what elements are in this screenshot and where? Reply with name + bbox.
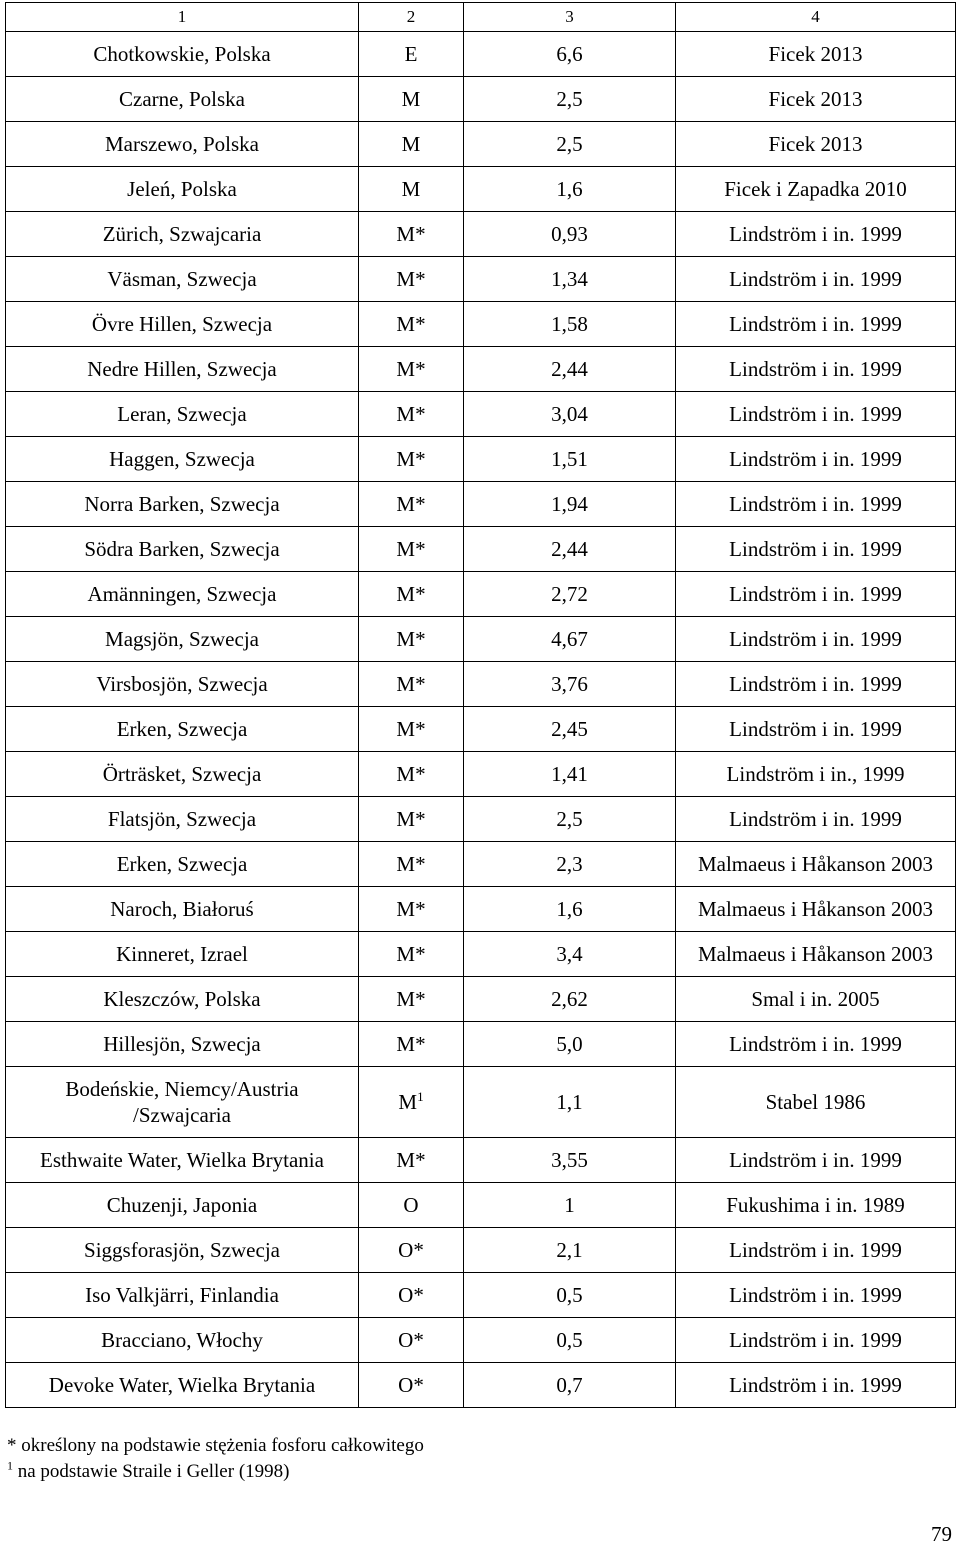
- source-cell: Lindström i in. 1999: [676, 257, 956, 302]
- table-row: [6, 167, 956, 212]
- lake-cell: Devoke Water, Wielka Brytania: [6, 1363, 359, 1408]
- lake-cell: Örträsket, Szwecja: [6, 752, 359, 797]
- column-header: 3: [464, 3, 676, 32]
- table-row: [6, 122, 956, 167]
- value-cell: 2,5: [464, 77, 676, 122]
- value-cell: 2,62: [464, 977, 676, 1022]
- table-body: [6, 3, 956, 1408]
- type-cell: M*: [359, 977, 464, 1022]
- value-cell: 2,3: [464, 842, 676, 887]
- type-cell: M*: [359, 482, 464, 527]
- type-cell: M*: [359, 752, 464, 797]
- source-cell: Lindström i in. 1999: [676, 1363, 956, 1408]
- value-cell: 1,58: [464, 302, 676, 347]
- table-row: [6, 527, 956, 572]
- lake-line: /Szwajcaria: [133, 1103, 231, 1127]
- lake-cell: Iso Valkjärri, Finlandia: [6, 1273, 359, 1318]
- value-cell: 3,4: [464, 932, 676, 977]
- source-cell: Fukushima i in. 1989: [676, 1183, 956, 1228]
- table-row: [6, 752, 956, 797]
- column-header: 1: [6, 3, 359, 32]
- value-cell: 0,5: [464, 1318, 676, 1363]
- source-cell: Lindström i in. 1999: [676, 302, 956, 347]
- value-cell: 1,51: [464, 437, 676, 482]
- lake-cell: Flatsjön, Szwecja: [6, 797, 359, 842]
- type-cell: O*: [359, 1363, 464, 1408]
- type-cell: [359, 1067, 464, 1138]
- value-cell: 1: [464, 1183, 676, 1228]
- type-cell: M*: [359, 1138, 464, 1183]
- value-cell: 2,44: [464, 347, 676, 392]
- lake-cell: Amänningen, Szwecja: [6, 572, 359, 617]
- source-cell: Ficek 2013: [676, 77, 956, 122]
- value-cell: 2,5: [464, 797, 676, 842]
- type-cell: M*: [359, 572, 464, 617]
- type-cell: M*: [359, 392, 464, 437]
- type-cell: M: [359, 167, 464, 212]
- lake-cell: Nedre Hillen, Szwecja: [6, 347, 359, 392]
- source-cell: Lindström i in. 1999: [676, 1273, 956, 1318]
- value-cell: 6,6: [464, 32, 676, 77]
- value-cell: 2,1: [464, 1228, 676, 1273]
- source-cell: Malmaeus i Håkanson 2003: [676, 887, 956, 932]
- lake-cell: Chuzenji, Japonia: [6, 1183, 359, 1228]
- table-row: [6, 392, 956, 437]
- table-row: [6, 1228, 956, 1273]
- table-row: [6, 437, 956, 482]
- value-cell: 3,55: [464, 1138, 676, 1183]
- footnote-numbered: [7, 1459, 424, 1485]
- source-cell: Lindström i in. 1999: [676, 662, 956, 707]
- source-cell: Lindström i in. 1999: [676, 797, 956, 842]
- type-cell: M*: [359, 932, 464, 977]
- type-text: M: [398, 1090, 418, 1114]
- table-row: [6, 977, 956, 1022]
- value-cell: 1,6: [464, 167, 676, 212]
- lake-cell: Erken, Szwecja: [6, 842, 359, 887]
- type-superscript: 1: [417, 1089, 424, 1104]
- value-cell: 5,0: [464, 1022, 676, 1067]
- source-cell: Lindström i in. 1999: [676, 347, 956, 392]
- type-cell: M*: [359, 842, 464, 887]
- lake-line: Bodeńskie, Niemcy/Austria: [65, 1077, 299, 1101]
- table-row: [6, 32, 956, 77]
- page-number: 79: [931, 1522, 952, 1546]
- table-row: [6, 1138, 956, 1183]
- lake-cell: Kinneret, Izrael: [6, 932, 359, 977]
- source-cell: Lindström i in. 1999: [676, 1022, 956, 1067]
- table-row: [6, 77, 956, 122]
- footnote-asterisk: * określony na podstawie stężenia fosforu całkowitego: [7, 1435, 424, 1456]
- type-cell: E: [359, 32, 464, 77]
- table-row: [6, 482, 956, 527]
- table-row: [6, 932, 956, 977]
- type-cell: O*: [359, 1318, 464, 1363]
- type-cell: M*: [359, 347, 464, 392]
- lake-cell: Väsman, Szwecja: [6, 257, 359, 302]
- table-row: [6, 1273, 956, 1318]
- type-cell: M*: [359, 887, 464, 932]
- value-cell: 3,76: [464, 662, 676, 707]
- source-cell: Lindström i in. 1999: [676, 1138, 956, 1183]
- lake-cell: Erken, Szwecja: [6, 707, 359, 752]
- table-row: [6, 797, 956, 842]
- source-cell: Ficek i Zapadka 2010: [676, 167, 956, 212]
- source-cell: Lindström i in. 1999: [676, 1318, 956, 1363]
- table-row: [6, 212, 956, 257]
- lake-cell: [6, 1067, 359, 1138]
- value-cell: 1,94: [464, 482, 676, 527]
- lake-cell: Jeleń, Polska: [6, 167, 359, 212]
- type-cell: M*: [359, 662, 464, 707]
- lake-cell: Leran, Szwecja: [6, 392, 359, 437]
- value-cell: 1,34: [464, 257, 676, 302]
- value-cell: 0,93: [464, 212, 676, 257]
- lake-cell: Siggsforasjön, Szwecja: [6, 1228, 359, 1273]
- lake-cell: Chotkowskie, Polska: [6, 32, 359, 77]
- table-row: [6, 1183, 956, 1228]
- type-cell: M*: [359, 617, 464, 662]
- value-cell: 1,41: [464, 752, 676, 797]
- lake-cell: Czarne, Polska: [6, 77, 359, 122]
- lake-cell: Naroch, Białoruś: [6, 887, 359, 932]
- table-row: [6, 707, 956, 752]
- lake-cell: Norra Barken, Szwecja: [6, 482, 359, 527]
- source-cell: Lindström i in., 1999: [676, 752, 956, 797]
- lake-cell: Marszewo, Polska: [6, 122, 359, 167]
- type-cell: O*: [359, 1228, 464, 1273]
- type-cell: M: [359, 122, 464, 167]
- lake-cell: Magsjön, Szwecja: [6, 617, 359, 662]
- lake-cell: Hillesjön, Szwecja: [6, 1022, 359, 1067]
- type-cell: M*: [359, 212, 464, 257]
- type-cell: O*: [359, 1273, 464, 1318]
- table-row: [6, 572, 956, 617]
- type-cell: M*: [359, 797, 464, 842]
- type-cell: M: [359, 77, 464, 122]
- table-row: [6, 302, 956, 347]
- type-cell: M*: [359, 302, 464, 347]
- type-cell: O: [359, 1183, 464, 1228]
- value-cell: 1,1: [464, 1067, 676, 1138]
- header-row: [6, 3, 956, 32]
- value-cell: 0,7: [464, 1363, 676, 1408]
- value-cell: 0,5: [464, 1273, 676, 1318]
- table-row: [6, 1067, 956, 1138]
- source-cell: Lindström i in. 1999: [676, 527, 956, 572]
- value-cell: 2,5: [464, 122, 676, 167]
- table-row: [6, 1022, 956, 1067]
- lake-cell: Virsbosjön, Szwecja: [6, 662, 359, 707]
- source-cell: Malmaeus i Håkanson 2003: [676, 932, 956, 977]
- lake-cell: Esthwaite Water, Wielka Brytania: [6, 1138, 359, 1183]
- source-cell: Malmaeus i Håkanson 2003: [676, 842, 956, 887]
- source-cell: Ficek 2013: [676, 32, 956, 77]
- source-cell: Lindström i in. 1999: [676, 707, 956, 752]
- source-cell: Stabel 1986: [676, 1067, 956, 1138]
- table-row: [6, 1318, 956, 1363]
- table-row: [6, 257, 956, 302]
- table-row: [6, 887, 956, 932]
- type-cell: M*: [359, 1022, 464, 1067]
- source-cell: Lindström i in. 1999: [676, 212, 956, 257]
- source-cell: Lindström i in. 1999: [676, 572, 956, 617]
- table-row: [6, 617, 956, 662]
- column-header: 4: [676, 3, 956, 32]
- lake-cell: Kleszczów, Polska: [6, 977, 359, 1022]
- type-cell: M*: [359, 437, 464, 482]
- table-row: [6, 1363, 956, 1408]
- footnote-text: na podstawie Straile i Geller (1998): [13, 1461, 290, 1482]
- lake-cell: Bracciano, Włochy: [6, 1318, 359, 1363]
- source-cell: Ficek 2013: [676, 122, 956, 167]
- value-cell: 1,6: [464, 887, 676, 932]
- value-cell: 2,44: [464, 527, 676, 572]
- type-cell: M*: [359, 257, 464, 302]
- value-cell: 3,04: [464, 392, 676, 437]
- source-cell: Lindström i in. 1999: [676, 1228, 956, 1273]
- table-row: [6, 662, 956, 707]
- lake-cell: Haggen, Szwecja: [6, 437, 359, 482]
- table-row: [6, 347, 956, 392]
- footnotes: [7, 1433, 424, 1485]
- source-cell: Lindström i in. 1999: [676, 392, 956, 437]
- value-cell: 4,67: [464, 617, 676, 662]
- footnote-marker: 1: [7, 1458, 13, 1473]
- column-header: 2: [359, 3, 464, 32]
- data-table: [5, 2, 956, 1408]
- source-cell: Lindström i in. 1999: [676, 437, 956, 482]
- value-cell: 2,45: [464, 707, 676, 752]
- type-cell: M*: [359, 527, 464, 572]
- lake-cell: Zürich, Szwajcaria: [6, 212, 359, 257]
- source-cell: Smal i in. 2005: [676, 977, 956, 1022]
- table-row: [6, 842, 956, 887]
- lake-cell: Övre Hillen, Szwecja: [6, 302, 359, 347]
- type-cell: M*: [359, 707, 464, 752]
- lake-cell: Södra Barken, Szwecja: [6, 527, 359, 572]
- source-cell: Lindström i in. 1999: [676, 617, 956, 662]
- value-cell: 2,72: [464, 572, 676, 617]
- source-cell: Lindström i in. 1999: [676, 482, 956, 527]
